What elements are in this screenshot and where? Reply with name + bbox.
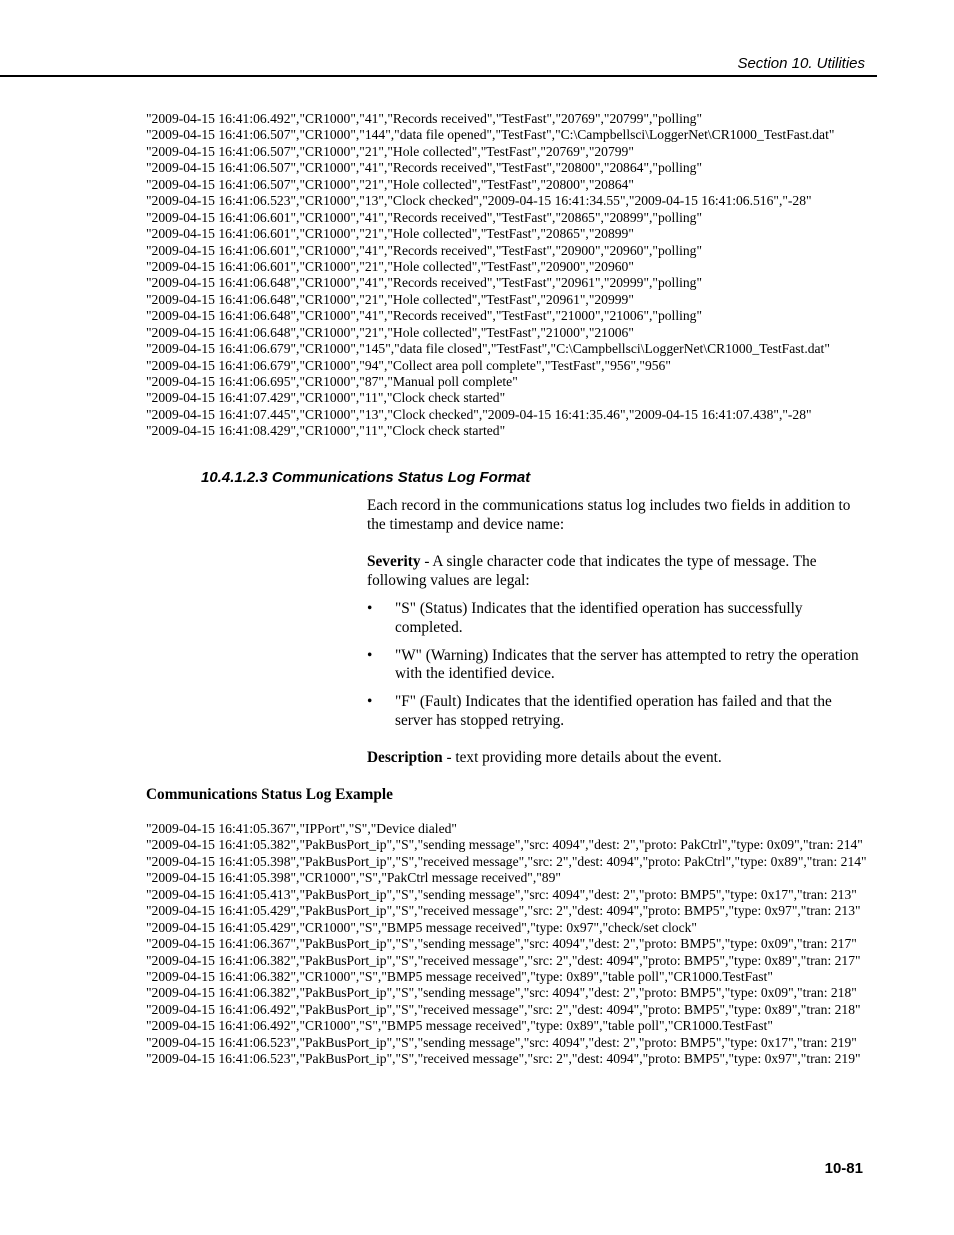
log-line: "2009-04-15 16:41:06.601","CR1000","41","Records received","TestFast","20865","20899","polling" [146,209,703,225]
log-line: "2009-04-15 16:41:06.679","CR1000","145","data file closed","TestFast","C:\Campbellsci\LoggerNet\CR1000_TestFast.dat" [146,341,830,357]
log-line: "2009-04-15 16:41:08.429","CR1000","11","Clock check started" [146,423,506,439]
bullet-text: "S" (Status) Indicates that the identified operation has successfully completed. [395,600,803,636]
log-line: "2009-04-15 16:41:06.523","PakBusPort_ip","S","received message","src: 2","dest: 4094","proto: BMP5","type: 0x97","tran: 219" [146,1051,861,1067]
example-heading: Communications Status Log Example [146,786,393,803]
running-header: Section 10. Utilities [737,55,865,72]
bullet-icon: • [367,600,373,617]
log-line: "2009-04-15 16:41:06.492","PakBusPort_ip","S","received message","src: 2","dest: 4094","proto: BMP5","type: 0x89","tran: 218" [146,1001,861,1017]
list-item-warning [367,647,867,684]
log-line: "2009-04-15 16:41:06.492","CR1000","S","BMP5 message received","type: 0x89","table poll","CR1000.TestFast" [146,1018,773,1034]
log-line: "2009-04-15 16:41:05.382","PakBusPort_ip","S","sending message","src: 4094","dest: 2","proto: PakCtrl","type: 0x09","tran: 214" [146,837,863,853]
intro-paragraph: Each record in the communications status log includes two fields in addition to the timestamp and device name: [367,497,851,533]
log-line: "2009-04-15 16:41:06.507","CR1000","21","Hole collected","TestFast","20769","20799" [146,143,634,159]
description-paragraph [367,749,867,768]
bullet-text: "F" (Fault) Indicates that the identified operation has failed and that the server has stopped retrying. [395,693,832,729]
description-term: Description [367,749,443,766]
severity-text: - A single character code that indicates the type of message. The following values are legal: [367,553,817,589]
log-line: "2009-04-15 16:41:06.601","CR1000","21","Hole collected","TestFast","20865","20899" [146,226,634,242]
description-text: - text providing more details about the event. [442,749,722,766]
status-log-example-listing [146,821,867,1068]
severity-paragraph [367,553,867,590]
log-line: "2009-04-15 16:41:05.367","IPPort","S","Device dialed" [146,821,457,836]
transaction-log-listing [146,111,834,440]
bullet-icon: • [367,693,373,710]
log-line: "2009-04-15 16:41:06.507","CR1000","21","Hole collected","TestFast","20800","20864" [146,176,634,192]
log-line: "2009-04-15 16:41:06.382","PakBusPort_ip","S","sending message","src: 4094","dest: 2","proto: BMP5","type: 0x09","tran: 218" [146,985,857,1001]
log-line: "2009-04-15 16:41:05.398","CR1000","S","PakCtrl message received","89" [146,870,561,886]
list-item-status [367,600,867,637]
log-line: "2009-04-15 16:41:07.445","CR1000","13","Clock checked","2009-04-15 16:41:35.46","2009-04-15 16:41:07.438","-28" [146,406,812,422]
log-line: "2009-04-15 16:41:06.695","CR1000","87","Manual poll complete" [146,374,518,389]
log-line: "2009-04-15 16:41:06.367","PakBusPort_ip","S","sending message","src: 4094","dest: 2","proto: BMP5","type: 0x09","tran: 217" [146,936,857,952]
log-line: "2009-04-15 16:41:06.523","CR1000","13","Clock checked","2009-04-15 16:41:34.55","2009-04-15 16:41:06.516","-28" [146,193,812,209]
subsection-heading: 10.4.1.2.3 Communications Status Log Format [201,469,531,486]
log-line: "2009-04-15 16:41:06.507","CR1000","144","data file opened","TestFast","C:\Campbellsci\LoggerNet\CR1000_TestFast.dat" [146,127,835,143]
bullet-icon: • [367,646,373,664]
severity-term: Severity [367,553,421,570]
log-line: "2009-04-15 16:41:05.398","PakBusPort_ip","S","received message","src: 2","dest: 4094","proto: PakCtrl","type: 0x89","tran: 214" [146,853,867,869]
log-line: "2009-04-15 16:41:06.382","PakBusPort_ip","S","received message","src: 2","dest: 4094","proto: BMP5","type: 0x89","tran: 217" [146,952,861,968]
bullet-text: "W" (Warning) Indicates that the server has attempted to retry the operation with the identified device. [395,646,859,682]
log-line: "2009-04-15 16:41:06.648","CR1000","21","Hole collected","TestFast","21000","21006" [146,324,634,340]
log-line: "2009-04-15 16:41:06.648","CR1000","21","Hole collected","TestFast","20961","20999" [146,291,634,307]
header-rule [0,75,877,77]
log-line: "2009-04-15 16:41:06.648","CR1000","41","Records received","TestFast","20961","20999","polling" [146,275,703,291]
log-line: "2009-04-15 16:41:06.601","CR1000","21","Hole collected","TestFast","20900","20960" [146,258,634,274]
severity-values-list [367,600,867,740]
log-line: "2009-04-15 16:41:06.382","CR1000","S","BMP5 message received","type: 0x89","table poll","CR1000.TestFast" [146,968,773,984]
log-line: "2009-04-15 16:41:06.523","PakBusPort_ip","S","sending message","src: 4094","dest: 2","proto: BMP5","type: 0x17","tran: 219" [146,1034,857,1050]
log-line: "2009-04-15 16:41:05.413","PakBusPort_ip","S","sending message","src: 4094","dest: 2","proto: BMP5","type: 0x17","tran: 213" [146,886,857,902]
log-line: "2009-04-15 16:41:06.679","CR1000","94","Collect area poll complete","TestFast","956","956" [146,357,671,373]
page-number: 10-81 [824,1160,863,1177]
log-line: "2009-04-15 16:41:05.429","CR1000","S","BMP5 message received","type: 0x97","check/set clock" [146,919,697,935]
log-line: "2009-04-15 16:41:06.648","CR1000","41","Records received","TestFast","21000","21006","polling" [146,308,703,324]
log-line: "2009-04-15 16:41:06.492","CR1000","41","Records received","TestFast","20769","20799","polling" [146,111,703,126]
list-item-fault [367,693,867,730]
log-line: "2009-04-15 16:41:06.507","CR1000","41","Records received","TestFast","20800","20864","polling" [146,160,703,176]
log-line: "2009-04-15 16:41:07.429","CR1000","11","Clock check started" [146,390,506,406]
log-line: "2009-04-15 16:41:06.601","CR1000","41","Records received","TestFast","20900","20960","polling" [146,242,703,258]
log-line: "2009-04-15 16:41:05.429","PakBusPort_ip","S","received message","src: 2","dest: 4094","proto: BMP5","type: 0x97","tran: 213" [146,903,861,919]
